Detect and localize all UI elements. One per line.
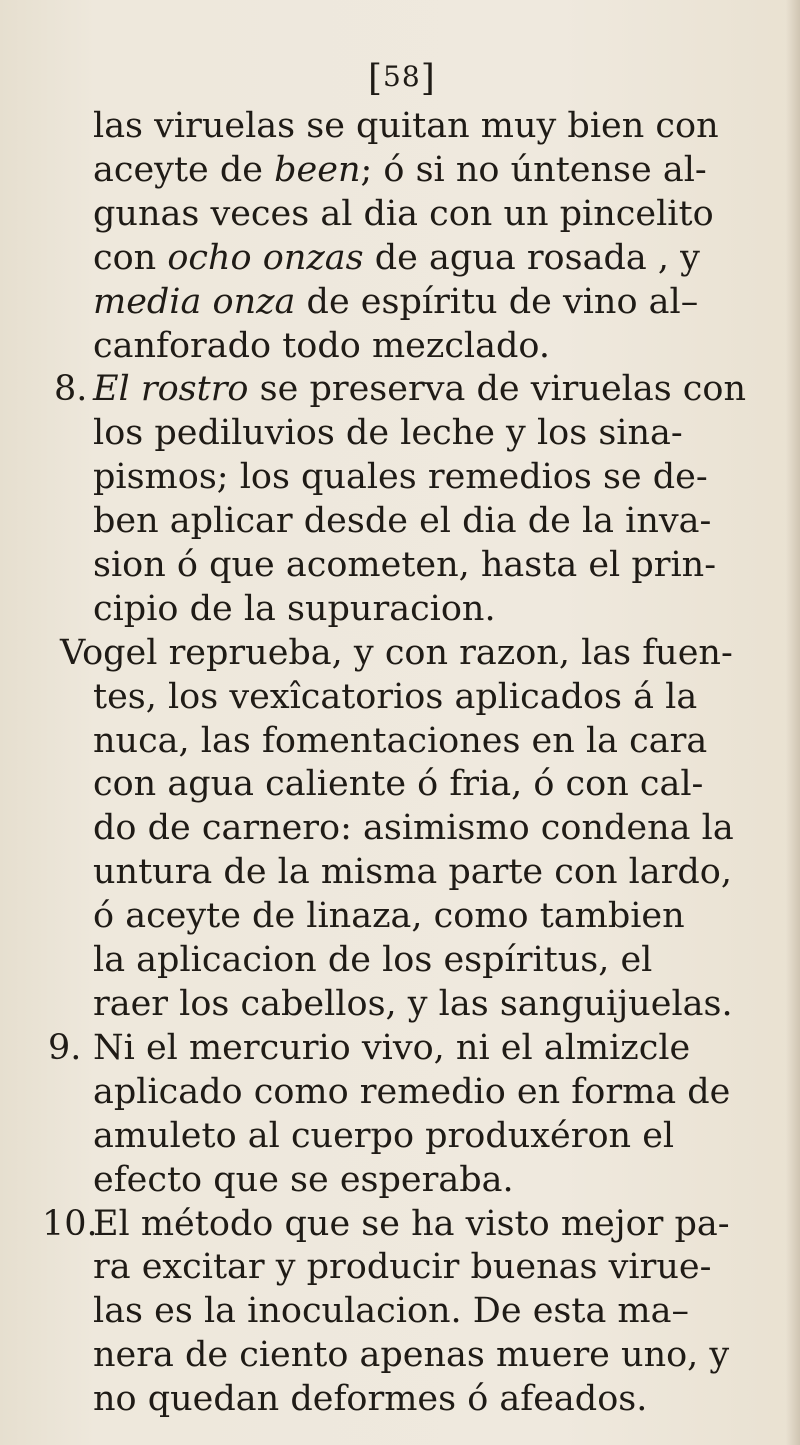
text-fragment: se preserva de viruelas con	[248, 369, 747, 409]
text-fragment: sion ó que acometen, hasta el prin-	[93, 545, 717, 585]
text-line	[93, 1333, 729, 1377]
text-line	[93, 1070, 730, 1114]
text-fragment: no quedan deformes ó afeados.	[93, 1379, 648, 1419]
text-fragment: pismos; los quales remedios se de-	[93, 457, 708, 497]
text-line	[93, 411, 683, 455]
text-fragment: con	[93, 238, 168, 278]
text-fragment: canforado todo mezclado.	[93, 326, 550, 366]
text-fragment: Ni el mercurio vivo, ni el almizcle	[93, 1028, 691, 1068]
text-line	[93, 762, 703, 806]
text-line	[60, 631, 733, 675]
text-fragment: amuleto al cuerpo produxéron el	[93, 1116, 675, 1156]
text-fragment: media onza	[93, 282, 296, 322]
text-line	[93, 280, 698, 324]
text-fragment: con agua caliente ó fria, ó con cal-	[93, 764, 704, 804]
text-fragment: los pediluvios de leche y los sina-	[93, 413, 683, 453]
text-fragment: efecto que se esperaba.	[93, 1160, 514, 1200]
text-line	[93, 236, 700, 280]
text-fragment: tes, los vexîcatorios aplicados á la	[93, 677, 698, 717]
text-fragment: raer los cabellos, y las sanguijuelas.	[93, 984, 733, 1024]
text-line	[93, 587, 496, 631]
text-fragment: de espíritu de vino al–	[295, 282, 699, 322]
text-line	[93, 104, 719, 148]
text-fragment: de agua rosada , y	[363, 238, 700, 278]
text-line	[93, 1114, 674, 1158]
page-number	[368, 58, 436, 99]
text-line	[93, 850, 732, 894]
page-number-value: 58	[383, 60, 421, 93]
text-fragment: ó aceyte de linaza, como tambien	[93, 896, 685, 936]
paragraph-number-8: 8.	[54, 369, 88, 409]
text-line	[93, 1026, 690, 1070]
text-line	[93, 675, 697, 719]
text-fragment: nuca, las fomentaciones en la cara	[93, 721, 708, 761]
text-line	[93, 1158, 514, 1202]
text-line	[93, 1202, 730, 1246]
text-fragment: las viruelas se quitan muy bien con	[93, 106, 719, 146]
text-fragment: nera de ciento apenas muere uno, y	[93, 1335, 730, 1375]
text-line	[93, 1245, 711, 1289]
text-fragment: ben aplicar desde el dia de la inva-	[93, 501, 712, 541]
text-fragment: El método que se ha visto mejor pa-	[93, 1204, 730, 1244]
text-line	[93, 938, 652, 982]
text-line	[93, 982, 733, 1026]
text-fragment: been	[274, 150, 361, 190]
text-fragment: cipio de la supuracion.	[93, 589, 496, 629]
text-fragment: Vogel reprueba, y con razon, las fuen-	[60, 633, 733, 673]
text-line	[93, 455, 708, 499]
text-line	[93, 367, 746, 411]
text-fragment: aceyte de	[93, 150, 275, 190]
paragraph-number-9: 9.	[48, 1028, 82, 1068]
text-fragment: las es la inoculacion. De esta ma–	[93, 1291, 689, 1331]
text-line	[93, 499, 711, 543]
text-line	[93, 192, 714, 236]
text-fragment: do de carnero: asimismo condena la	[93, 808, 734, 848]
text-fragment: untura de la misma parte con lardo,	[93, 852, 733, 892]
paragraph-number-10: 10.	[42, 1204, 98, 1244]
text-line	[93, 894, 685, 938]
text-fragment: la aplicacion de los espíritus, el	[93, 940, 653, 980]
text-fragment: gunas veces al dia con un pincelito	[93, 194, 714, 234]
text-fragment: aplicado como remedio en forma de	[93, 1072, 731, 1112]
page-number-close-bracket: ]	[420, 58, 436, 99]
text-line	[93, 806, 734, 850]
page-number-open-bracket: [	[368, 58, 384, 99]
text-line	[93, 148, 707, 192]
text-line	[93, 1289, 689, 1333]
page-spine-shadow	[786, 0, 800, 1445]
text-fragment: El rostro	[93, 369, 249, 409]
text-line	[93, 543, 716, 587]
text-fragment: ocho onzas	[167, 238, 364, 278]
text-fragment: ra excitar y producir buenas virue-	[93, 1247, 712, 1287]
text-line	[93, 1377, 647, 1421]
text-line	[93, 719, 707, 763]
text-line	[93, 324, 550, 368]
text-fragment: ; ó si no úntense al-	[360, 150, 707, 190]
